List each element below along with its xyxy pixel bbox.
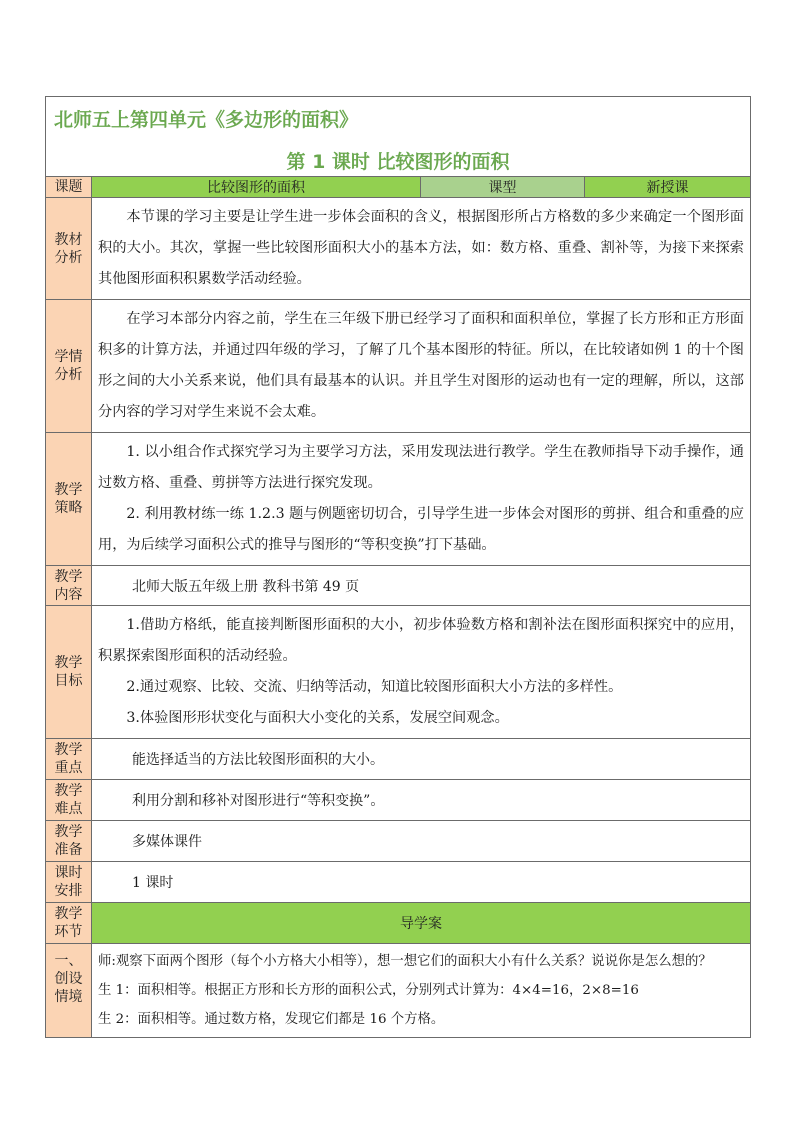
intro-line: 师:观察下面两个图形（每个小方格大小相等），想一想它们的面积大小有什么关系？说说你是怎么想的？ <box>98 954 712 969</box>
prep-text: 多媒体课件 <box>92 821 751 862</box>
strategy-item: 1. 以小组合作式探究学习为主要学习方法，采用发现法进行教学。学生在教师指导下动手操作，通过数方格、重叠、剪拼等方法进行探究发现。 <box>98 444 744 491</box>
intro-line: 生 1：面积相等。根据正方形和长方形的面积公式，分别列式计算为：4×4=16，2×8=16 <box>98 983 639 998</box>
intro-line: 生 2：面积相等。通过数方格，发现它们都是 16 个方格。 <box>98 1012 445 1027</box>
intro-label: 一、 创设 情境 <box>46 944 92 1038</box>
key-point-text: 能选择适当的方法比较图形面积的大小。 <box>92 739 751 780</box>
learner-analysis-text: 在学习本部分内容之前，学生在三年级下册已经学习了面积和面积单位，掌握了长方形和正方形面积多的计算方法，并通过四年级的学习，了解了几个基本图形的特征。所以，在比较诸如例 1 的十个图形之间的大小关系来说，他们具有最基本的认识。并且学生对图形的运动也有一定的理解，所以，这部分内容的学习对学生来说不会太难。 <box>92 300 751 433</box>
content-label: 教学 内容 <box>46 566 92 606</box>
type-label: 课型 <box>421 177 585 198</box>
key-point-row <box>46 739 751 780</box>
strategy-item: 2. 利用教材练一练 1.2.3 题与例题密切切合，引导学生进一步体会对图形的剪拼、组合和重叠的应用，为后续学习面积公式的推导与图形的“等积变换”打下基础。 <box>98 506 744 553</box>
key-point-label: 教学 重点 <box>46 739 92 780</box>
title-row <box>46 97 751 177</box>
process-row <box>46 903 751 944</box>
type-value: 新授课 <box>585 177 751 198</box>
lesson-title: 第 1 课时 比较图形的面积 <box>286 151 510 173</box>
unit-title: 北师五上第四单元《多边形的面积》 <box>54 109 359 131</box>
goal-item: 2.通过观察、比较、交流、归纳等活动，知道比较图形面积大小方法的多样性。 <box>126 679 623 695</box>
schedule-text: 1 课时 <box>92 862 751 903</box>
difficulty-label: 教学 难点 <box>46 780 92 821</box>
textbook-analysis-text: 本节课的学习主要是让学生进一步体会面积的含义，根据图形所占方格数的多少来确定一个图形面积的大小。其次，掌握一些比较图形面积大小的基本方法，如：数方格、重叠、割补等，为接下来探索其他图形面积积累数学活动经验。 <box>92 198 751 300</box>
goal-item: 1.借助方格纸，能直接判断图形面积的大小，初步体验数方格和割补法在图形面积探究中的应用，积累探索图形面积的活动经验。 <box>98 617 744 664</box>
title-cell <box>46 97 751 177</box>
process-header: 导学案 <box>92 903 751 944</box>
topic-label: 课题 <box>46 177 92 198</box>
strategy-row <box>46 433 751 566</box>
topic-value: 比较图形的面积 <box>92 177 421 198</box>
textbook-analysis-row <box>46 198 751 300</box>
intro-row <box>46 944 751 1038</box>
schedule-row <box>46 862 751 903</box>
learner-analysis-row <box>46 300 751 433</box>
lesson-plan-table <box>45 96 751 1038</box>
goals-label: 教学 目标 <box>46 606 92 739</box>
learner-analysis-label: 学情 分析 <box>46 300 92 433</box>
prep-row <box>46 821 751 862</box>
textbook-analysis-label: 教材 分析 <box>46 198 92 300</box>
topic-row <box>46 177 751 198</box>
goals-text <box>92 606 751 739</box>
lesson-plan-page <box>45 96 750 1038</box>
difficulty-row <box>46 780 751 821</box>
process-label: 教学 环节 <box>46 903 92 944</box>
prep-label: 教学 准备 <box>46 821 92 862</box>
intro-text <box>92 944 751 1038</box>
goal-item: 3.体验图形形状变化与面积大小变化的关系，发展空间观念。 <box>126 710 509 726</box>
difficulty-text: 利用分割和移补对图形进行“等积变换”。 <box>92 780 751 821</box>
schedule-label: 课时 安排 <box>46 862 92 903</box>
strategy-label: 教学 策略 <box>46 433 92 566</box>
strategy-text <box>92 433 751 566</box>
goals-row <box>46 606 751 739</box>
content-text: 北师大版五年级上册 教科书第 49 页 <box>92 566 751 606</box>
content-row <box>46 566 751 606</box>
